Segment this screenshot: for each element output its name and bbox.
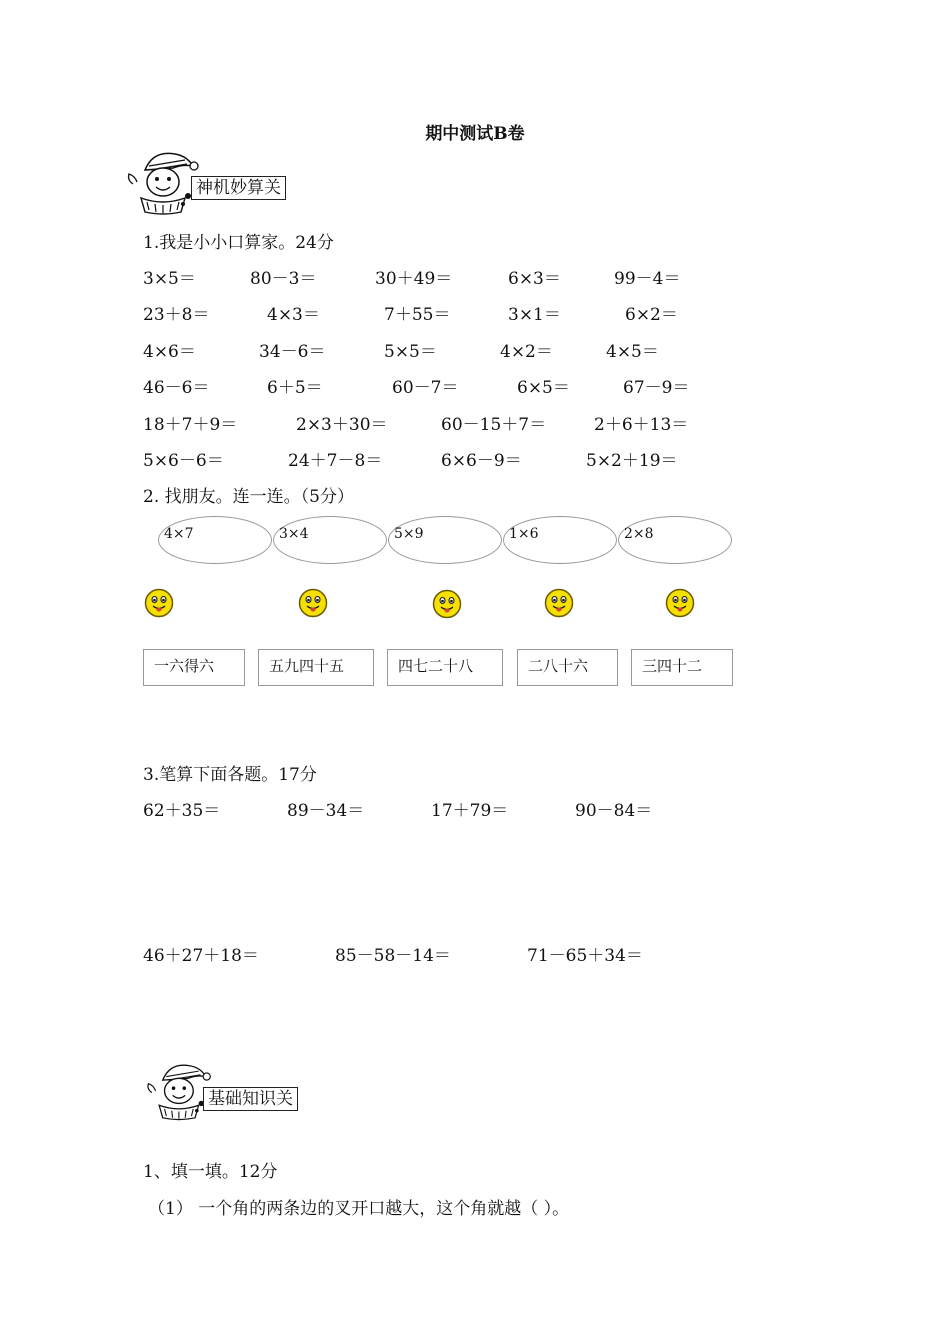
rhyme-box[interactable]: 一六得六 <box>143 649 245 686</box>
smiley-face-icon <box>665 588 695 618</box>
expression: 4×6＝ <box>143 342 196 362</box>
expression: 6×6－9＝ <box>441 451 522 471</box>
section-badge-label: 神机妙算关 <box>191 176 286 200</box>
section-badge-1 <box>123 146 313 216</box>
expression: 4×3＝ <box>267 305 320 325</box>
oval-label: 1×6 <box>509 526 539 542</box>
question-3-title: 3.笔算下面各题。17分 <box>143 765 317 785</box>
expression: 90－84＝ <box>575 801 653 821</box>
oval-label: 5×9 <box>394 526 424 542</box>
smiley-face-icon <box>544 588 574 618</box>
expression: 99－4＝ <box>614 269 681 289</box>
expression: 46＋27＋18＝ <box>143 946 259 966</box>
smiley-face-icon <box>298 588 328 618</box>
section-badge-label: 基础知识关 <box>203 1087 298 1111</box>
expression: 3×5＝ <box>143 269 196 289</box>
expression: 18＋7＋9＝ <box>143 415 238 435</box>
expression: 85－58－14＝ <box>335 946 451 966</box>
expression: 46－6＝ <box>143 378 210 398</box>
expression: 5×6－6＝ <box>143 451 224 471</box>
multiplication-oval[interactable] <box>388 516 502 564</box>
expression: 5×5＝ <box>384 342 437 362</box>
expression: 89－34＝ <box>287 801 365 821</box>
expression: 4×5＝ <box>606 342 659 362</box>
expression: 3×1＝ <box>508 305 561 325</box>
expression: 67－9＝ <box>623 378 690 398</box>
question-1-title: 1.我是小小口算家。24分 <box>143 233 334 253</box>
expression: 4×2＝ <box>500 342 553 362</box>
smiley-face-icon <box>432 589 462 619</box>
expression: 17＋79＝ <box>431 801 509 821</box>
section-badge-2 <box>143 1055 333 1125</box>
rhyme-box[interactable]: 五九四十五 <box>258 649 374 686</box>
expression: 24＋7－8＝ <box>288 451 383 471</box>
expression: 6×2＝ <box>625 305 678 325</box>
expression: 6×5＝ <box>517 378 570 398</box>
expression: 6＋5＝ <box>267 378 323 398</box>
multiplication-oval[interactable] <box>273 516 387 564</box>
expression: 23＋8＝ <box>143 305 210 325</box>
multiplication-oval[interactable] <box>158 516 272 564</box>
rhyme-box[interactable]: 三四十二 <box>631 649 733 686</box>
fill-in-title: 1、填一填。12分 <box>143 1162 278 1182</box>
expression: 5×2＋19＝ <box>586 451 678 471</box>
expression: 60－15＋7＝ <box>441 415 547 435</box>
expression: 7＋55＝ <box>384 305 451 325</box>
rhyme-box[interactable]: 二八十六 <box>517 649 618 686</box>
expression: 71－65＋34＝ <box>527 946 643 966</box>
oval-label: 3×4 <box>279 526 309 542</box>
expression: 2×3＋30＝ <box>296 415 388 435</box>
page-title: 期中测试B卷 <box>425 124 525 144</box>
oval-label: 2×8 <box>624 526 654 542</box>
oval-label: 4×7 <box>164 526 194 542</box>
expression: 34－6＝ <box>259 342 326 362</box>
expression: 2＋6＋13＝ <box>594 415 689 435</box>
multiplication-oval[interactable] <box>618 516 732 564</box>
question-2-title: 2. 找朋友。连一连。（5分） <box>143 487 354 507</box>
expression: 60－7＝ <box>392 378 459 398</box>
clown-mascot-icon <box>123 146 201 216</box>
expression: 30＋49＝ <box>375 269 453 289</box>
rhyme-box[interactable]: 四七二十八 <box>387 649 503 686</box>
expression: 6×3＝ <box>508 269 561 289</box>
smiley-face-icon <box>144 588 174 618</box>
multiplication-oval[interactable] <box>503 516 617 564</box>
fill-in-item-1: （1） 一个角的两条边的叉开口越大，这个角就越（ ）。 <box>148 1199 570 1219</box>
expression: 62＋35＝ <box>143 801 221 821</box>
expression: 80－3＝ <box>250 269 317 289</box>
